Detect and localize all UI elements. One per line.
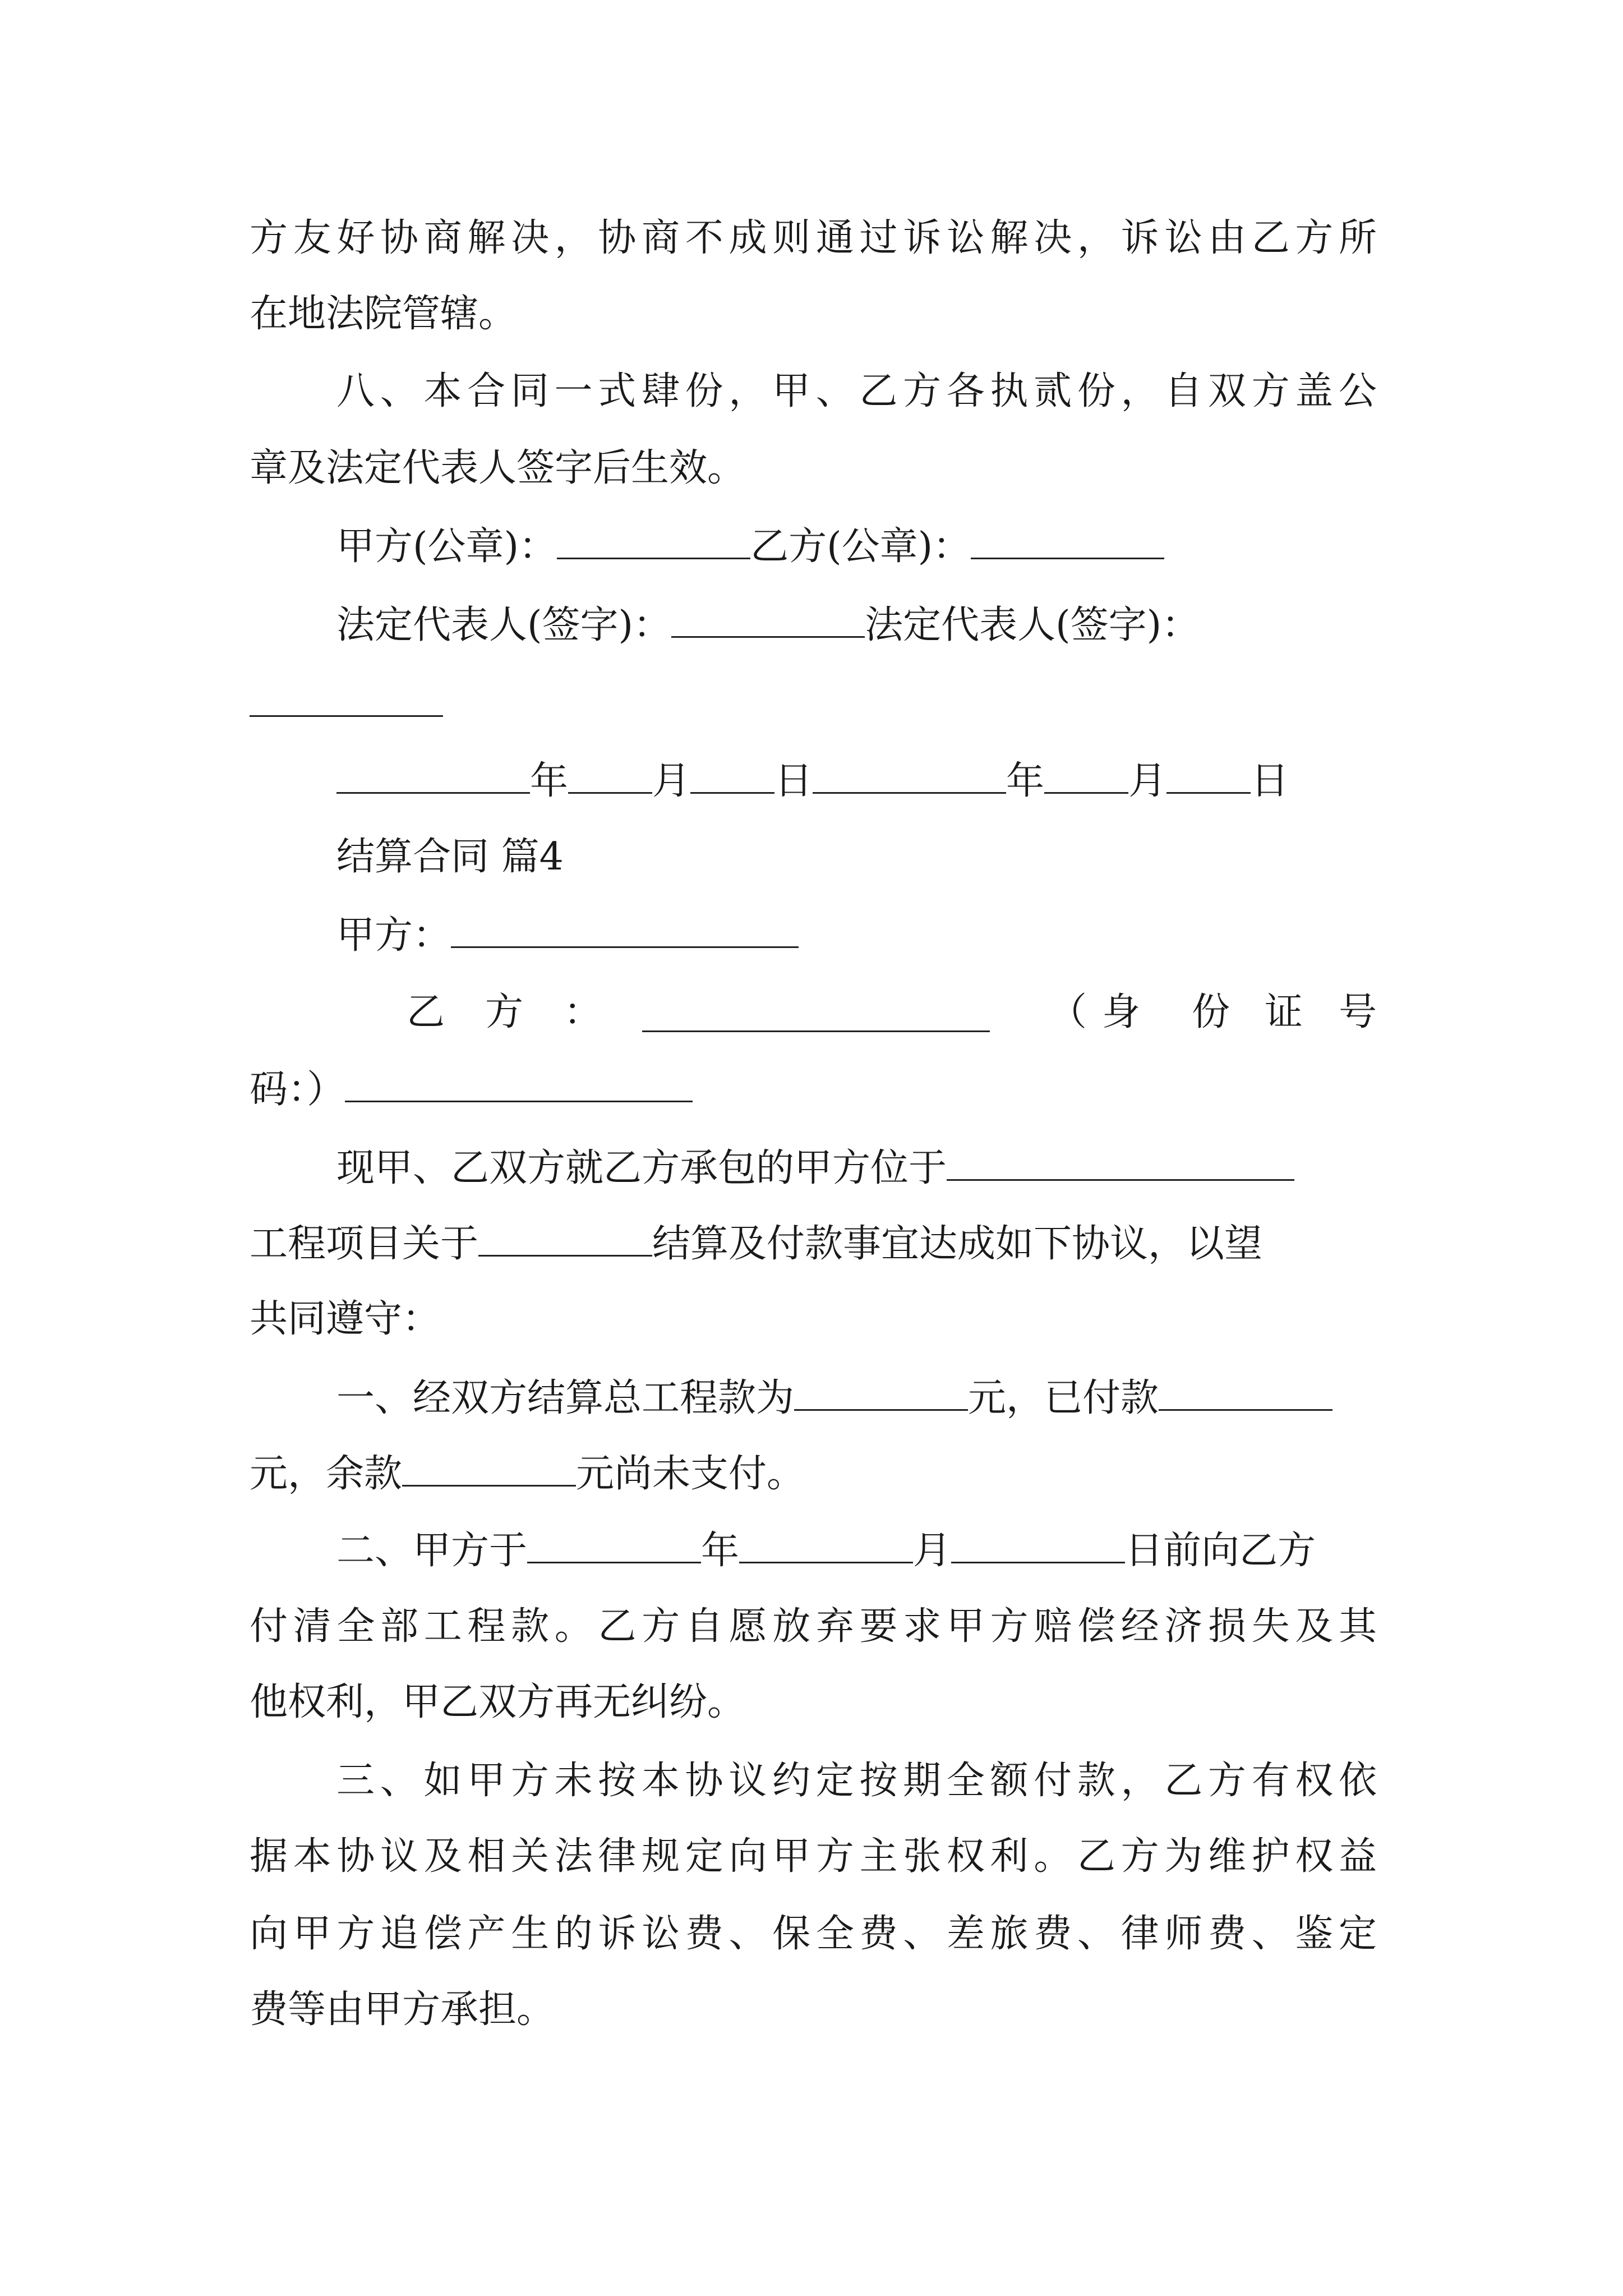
party-b-colon: ： [564,990,602,1034]
party-a-blank [451,906,799,948]
party-b-row [250,984,1377,1041]
clause1-line-2 [250,1444,1377,1501]
date-a-day-blank [690,752,774,794]
date-b-day-blank [1166,752,1251,794]
clause2-line-3: 他权利，甲乙双方再无纠纷。 [250,1680,746,1724]
date-b-year-blank [813,752,1006,794]
clause7-line-1: 方友好协商解决，协商不成则通过诉讼解决，诉讼由乙方所 [250,216,1377,260]
intro-line-1 [336,1139,1377,1195]
clause2-line-2: 付清全部工程款。乙方自愿放弃要求甲方赔偿经济损失及其 [250,1604,1377,1649]
date-b-month: 月 [1128,759,1167,803]
date-a-year-blank [336,752,530,794]
rep-a-blank [671,596,865,638]
date-row [336,752,1377,808]
clause3-line-1: 三、如甲方未按本协议约定按期全额付款，乙方有权依 [336,1759,1377,1803]
intro-text-2b: 结算及付款事宜达成如下协议，以望 [652,1222,1263,1266]
date-b-year: 年 [1006,759,1045,803]
date-b-month-blank [1044,752,1128,794]
rep-a-label: 法定代表人(签字)： [336,603,672,647]
section-heading: 结算合同 篇4 [336,835,564,879]
clause2-month-blank [739,1521,913,1563]
clause1-text-d: 元尚未支付。 [576,1452,805,1496]
rep-b-label: 法定代表人(签字)： [865,603,1200,647]
id-blank [345,1060,693,1102]
clause1-total-blank [794,1369,968,1411]
seal-row [336,517,1377,573]
party-b-blank [642,990,990,1032]
intro-text-2a: 工程项目关于 [250,1222,479,1266]
clause2-line-1 [336,1521,1377,1577]
clause2-text-a: 二、甲方于 [336,1529,528,1573]
clause2-year-blank [527,1521,701,1563]
party-a-seal-label: 甲方(公章)： [336,524,557,569]
clause7-line-2: 在地法院管辖。 [250,292,517,336]
party-b-char-1: 乙 [407,990,445,1034]
clause3-line-2: 据本协议及相关法律规定向甲方主张权利。乙方为维护权益 [250,1834,1377,1879]
party-a-label: 甲方： [336,913,451,958]
clause2-month: 月 [913,1529,952,1573]
intro-text-1: 现甲、乙双方就乙方承包的甲方位于 [336,1146,947,1190]
clause3-line-4: 费等由甲方承担。 [250,1987,555,2032]
party-b-char-2: 方 [485,990,524,1034]
intro-location-blank [947,1139,1294,1181]
id-char-2: 份 [1192,990,1230,1034]
clause1-text-c: 元，余款 [250,1452,403,1496]
clause8-line-1: 八、本合同一式肆份，甲、乙方各执贰份，自双方盖公 [336,369,1377,413]
intro-matter-blank [478,1214,652,1257]
id-char-1: 身 [1102,990,1141,1034]
party-a-row [336,906,1377,962]
party-b-seal-label: 乙方(公章)： [750,524,971,569]
clause1-balance-blank [402,1444,576,1487]
id-char-4: 号 [1339,990,1377,1034]
clause1-line-1 [336,1369,1377,1425]
date-a-month: 月 [652,759,691,803]
clause3-line-3: 向甲方追偿产生的诉讼费、保全费、差旅费、律师费、鉴定 [250,1912,1377,1956]
party-a-seal-blank [557,517,750,559]
clause2-year: 年 [701,1529,740,1573]
date-b-day: 日 [1251,759,1289,803]
clause8-line-2: 章及法定代表人签字后生效。 [250,446,746,490]
rep-b-blank [250,715,443,717]
clause1-text-b: 元，已付款 [968,1376,1159,1420]
id-char-3: 证 [1265,990,1303,1034]
clause2-day-blank [951,1521,1125,1563]
clause1-text-a: 一、经双方结算总工程款为 [336,1376,795,1420]
id-continuation: 码：） [250,1068,345,1112]
party-b-seal-blank [971,517,1164,559]
date-a-month-blank [568,752,652,794]
clause1-paid-blank [1159,1369,1332,1411]
representative-row [336,596,1377,652]
intro-line-3: 共同遵守： [250,1297,441,1341]
date-a-day: 日 [774,759,813,803]
clause2-text-d: 日前向乙方 [1125,1529,1316,1573]
id-open-paren: （ [1049,990,1087,1034]
intro-line-2 [250,1214,1377,1271]
date-a-year: 年 [530,759,569,803]
id-row [250,1060,1377,1116]
